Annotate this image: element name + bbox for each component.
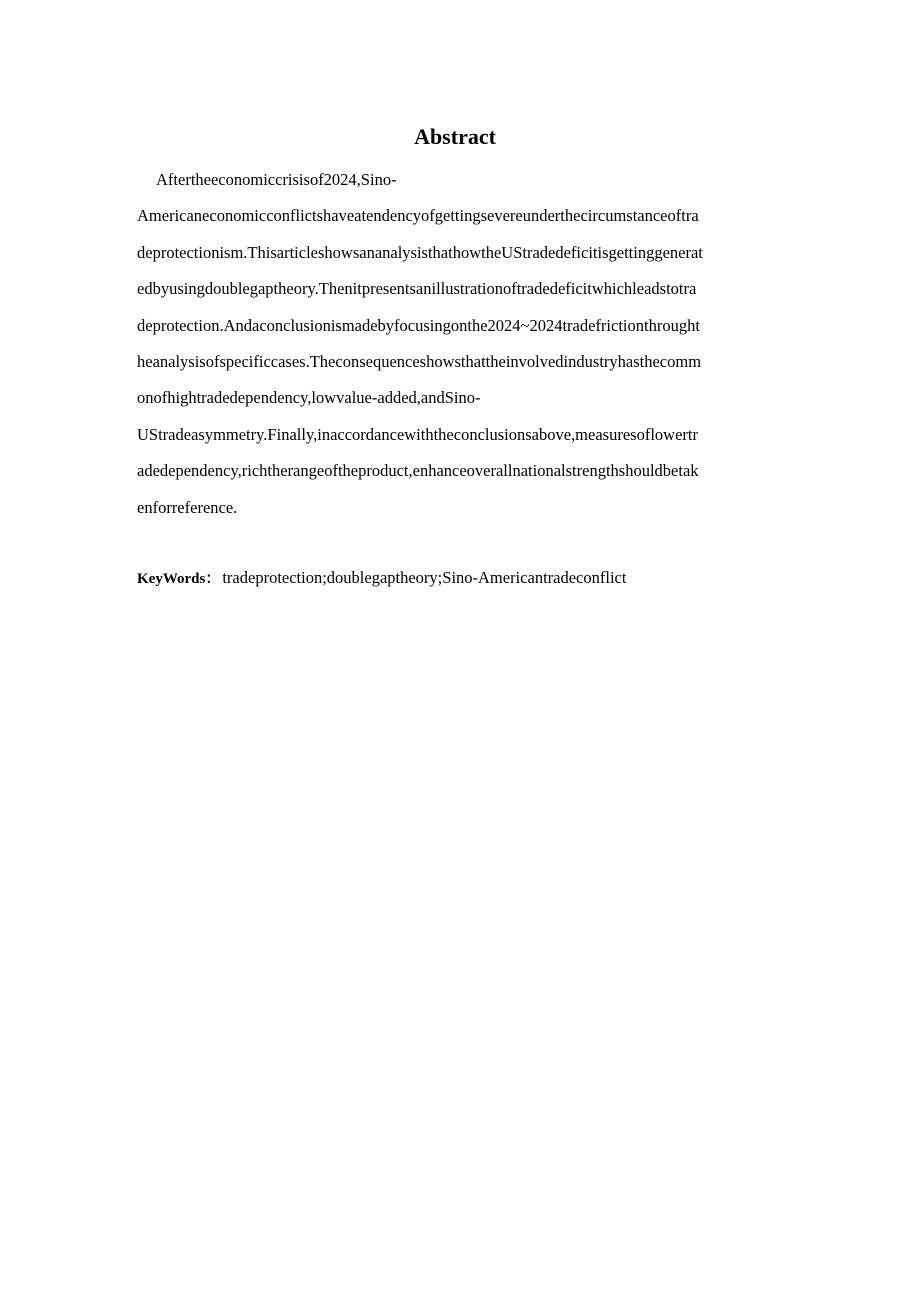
keywords-row — [137, 565, 777, 592]
abstract-line: Aftertheeconomiccrisisof2024,Sino- — [156, 170, 397, 189]
abstract-line: enforreference. — [137, 497, 238, 517]
abstract-line: deprotection.Andaconclusionismadebyfocusingonthe2024~2024tradefrictionthrought — [137, 315, 700, 335]
abstract-body — [137, 167, 777, 531]
abstract-line: onofhightradedependency,lowvalue-added,andSino- — [137, 388, 481, 408]
abstract-line: adedependency,richtherangeoftheproduct,enhanceoverallnationalstrengthshouldbetak — [137, 461, 699, 481]
keywords-text: tradeprotection;doublegaptheory;Sino-Americantradeconflict — [222, 568, 627, 587]
abstract-line: UStradeasymmetry.Finally,inaccordancewiththeconclusionsabove,measuresoflowertr — [137, 424, 698, 444]
abstract-line: deprotectionism.ThisarticleshowsananalysisthathowtheUStradedeficitisgettinggenerat — [137, 242, 703, 262]
abstract-line: edbyusingdoublegaptheory.Thenitpresentsanillustrationoftradedeficitwhichleadstotra — [137, 279, 697, 299]
keywords-label: KeyWords： — [137, 571, 221, 587]
abstract-line: Americaneconomicconflictshaveatendencyofgettingsevereunderthecircumstanceoftra — [137, 206, 699, 226]
abstract-line: heanalysisofspecificcases.Theconsequenceshowsthattheinvolvedindustryhasthecomm — [137, 351, 702, 371]
abstract-title: Abstract — [414, 124, 496, 149]
